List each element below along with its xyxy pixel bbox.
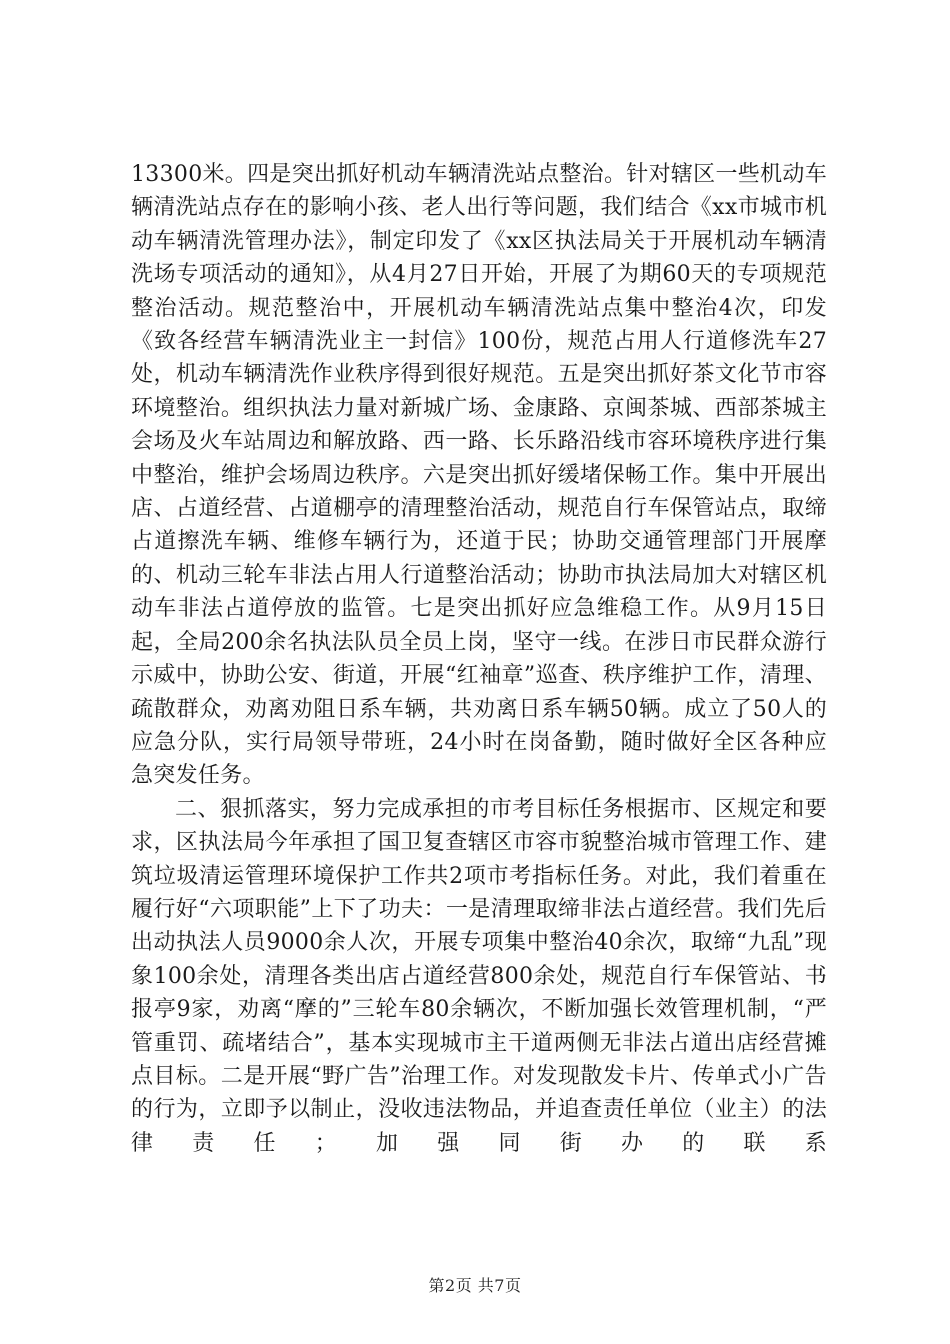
page-footer: 第2页 共7页: [428, 1276, 522, 1295]
paragraph-2: 二、狠抓落实，努力完成承担的市考目标任务根据市、区规定和要求，区执法局今年承担了国卫复查辖区市容市貌整治城市管理工作、建筑垃圾清运管理环境保护工作共2项市考指标任务。对此，我们着重在履行好“六项职能”上下了功夫：一是清理取缔非法占道经营。我们先后出动执法人员9000余人次，开展专项集中整治40余次，取缔“九乱”现象100余处，清理各类出店占道经营800余处，规范自行车保管站、书报亭9家，劝离“摩的”三轮车80余辆次，不断加强长效管理机制，“严管重罚、疏堵结合”，基本实现城市主干道两侧无非法占道出店经营摊点目标。二是开展“野广告”治理工作。对发现散发卡片、传单式小广告的行为，立即予以制止，没收违法物品，并追查责任单位（业主）的法律责任；加强同街办的联系: [131, 796, 827, 1156]
document-body: [131, 158, 827, 1160]
paragraph-1: 13300米。四是突出抓好机动车辆清洗站点整治。针对辖区一些机动车辆清洗站点存在的影响小孩、老人出行等问题，我们结合《xx市城市机动车辆清洗管理办法》，制定印发了《xx区执法局关于开展机动车辆清洗场专项活动的通知》，从4月27日开始，开展了为期60天的专项规范整治活动。规范整治中，开展机动车辆清洗站点集中整治4次，印发《致各经营车辆清洗业主一封信》100份，规范占用人行道修洗车27处，机动车辆清洗作业秩序得到很好规范。五是突出抓好茶文化节市容环境整治。组织执法力量对新城广场、金康路、京闽茶城、西部茶城主会场及火车站周边和解放路、西一路、长乐路沿线市容环境秩序进行集中整治，维护会场周边秩序。六是突出抓好缓堵保畅工作。集中开展出店、占道经营、占道棚亭的清理整治活动，规范自行车保管站点，取缔占道擦洗车辆、维修车辆行为，还道于民；协助交通管理部门开展摩的、机动三轮车非法占用人行道整治活动；协助市执法局加大对辖区机动车非法占道停放的监管。七是突出抓好应急维稳工作。从9月15日起，全局200余名执法队员全员上岗，坚守一线。在涉日市民群众游行示威中，协助公安、街道，开展“红袖章”巡查、秩序维护工作，清理、疏散群众，劝离劝阻日系车辆，共劝离日系车辆50辆。成立了50人的应急分队，实行局领导带班，24小时在岗备勤，随时做好全区各种应急突发任务。: [131, 162, 827, 789]
